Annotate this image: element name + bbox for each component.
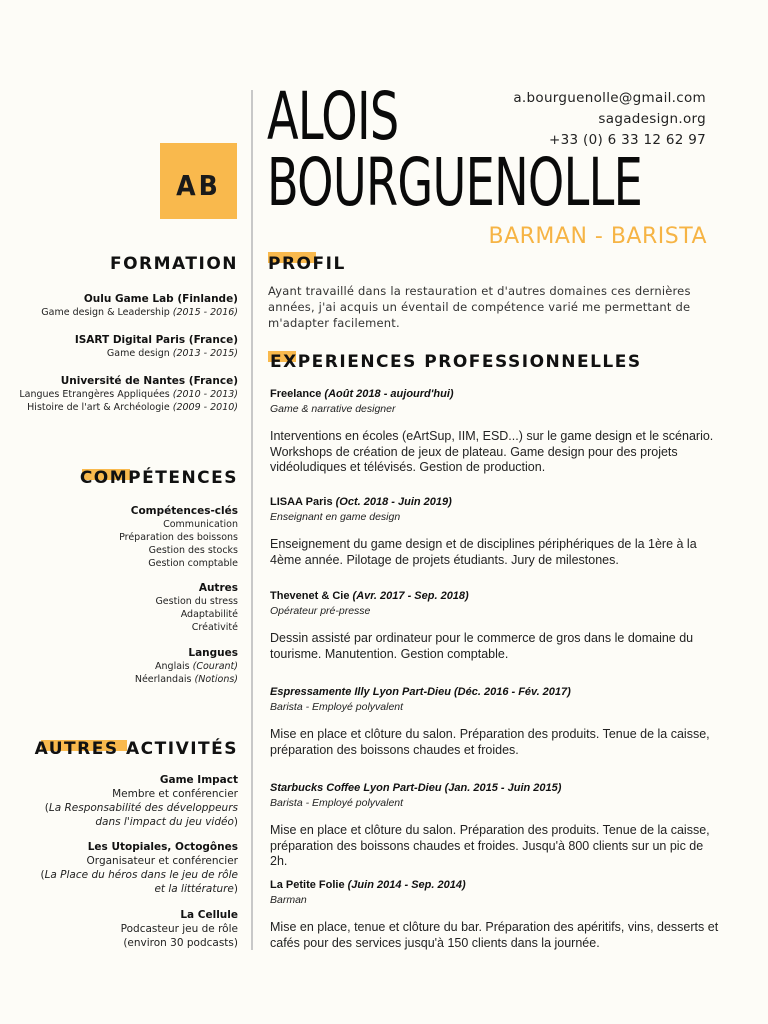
dates: (Oct. 2018 - Juin 2019) — [335, 496, 452, 508]
website-link[interactable]: sagadesign.org — [598, 111, 706, 127]
skills-key — [119, 504, 238, 570]
skill: Gestion des stocks — [148, 545, 238, 556]
phone-number: +33 (0) 6 33 12 62 97 — [549, 132, 706, 148]
skill: Communication — [163, 519, 238, 530]
paren: ( — [44, 802, 49, 814]
role: Enseignant en game design — [270, 511, 401, 523]
dates: (2010 - 2013) — [172, 389, 238, 400]
language-level: (Notions) — [194, 674, 238, 685]
experience-item — [270, 388, 720, 476]
paren: ) — [233, 883, 238, 895]
description: Mise en place et clôture du salon. Préparation des produits. Tenue de la caisse, préparation des boissons chaudes et froides. Jusqu'à 800 clients sur un pic de 2h. — [270, 823, 710, 868]
activity-role: Podcasteur jeu de rôle — [120, 923, 238, 935]
skill: Gestion du stress — [155, 596, 238, 607]
dates: (Jan. 2015 - Juin 2015) — [444, 782, 562, 794]
formation-heading: FORMATION — [109, 254, 238, 274]
activity-role: Organisateur et conférencier — [86, 855, 238, 867]
skills-other-title: Autres — [198, 582, 238, 594]
profil-heading: PROFIL — [268, 254, 346, 274]
activity-name: Game Impact — [159, 774, 238, 786]
degree: Game design — [106, 348, 173, 359]
dates: (Juin 2014 - Sep. 2014) — [347, 879, 466, 891]
degree: Langues Etrangères Appliquées — [19, 389, 173, 400]
language: Anglais — [155, 661, 193, 672]
last-name: BOURGUENOLLE — [267, 144, 643, 221]
skills-key-title: Compétences-clés — [130, 505, 238, 517]
dates: (Déc. 2016 - Fév. 2017) — [454, 686, 571, 698]
first-name: ALOIS — [267, 78, 399, 155]
skills-other — [155, 581, 238, 634]
company: LISAA Paris — [270, 496, 336, 508]
company: La Petite Folie — [270, 879, 348, 891]
activity-note: dans l'impact du jeu vidéo — [95, 816, 234, 828]
description: Interventions en écoles (eArtSup, IIM, ESD...) sur le game design et le scénario. Workshops de création de jeux de plateau. Game design pour des projets vidéoludiques et télévisés. Gestion de production. — [270, 429, 714, 474]
description: Mise en place et clôture du salon. Préparation des produits. Tenue de la caisse, préparation des boissons chaudes et froides. — [270, 727, 710, 757]
skill: Créativité — [191, 622, 238, 633]
experience-item — [270, 879, 720, 951]
activity-note: La Responsabilité des développeurs — [48, 802, 238, 814]
activites-heading: AUTRES ACTIVITÉS — [34, 739, 238, 759]
dates: (Avr. 2017 - Sep. 2018) — [352, 590, 469, 602]
activity-item — [121, 908, 238, 950]
paren: ( — [40, 869, 45, 881]
school-name: Oulu Game Lab (Finlande) — [83, 293, 238, 305]
language: Néerlandais — [134, 674, 195, 685]
experience-item — [270, 590, 720, 662]
activity-item — [40, 840, 238, 896]
description: Enseignement du game design et de disciplines périphériques de la 1ère à la 4ème année. Pilotage de projets étudiants. Jury de milestones. — [270, 537, 697, 567]
description: Dessin assisté par ordinateur pour le commerce de gros dans le domaine du tourisme. Manutention. Gestion comptable. — [270, 631, 694, 661]
role: Game & narrative designer — [270, 403, 396, 415]
profil-text: Ayant travaillé dans la restauration et d'autres domaines ces dernières années, j'ai acquis un éventail de compétence varié me permettant de m'adapter facilement. — [268, 284, 691, 330]
company: Starbucks Coffee Lyon Part-Dieu — [270, 782, 445, 794]
experience-item — [270, 496, 720, 568]
monogram: AB — [176, 169, 221, 202]
language-level: (Courant) — [192, 661, 238, 672]
skill: Gestion comptable — [148, 558, 238, 569]
job-title: BARMAN - BARISTA — [488, 224, 707, 249]
school-name: Université de Nantes (France) — [60, 375, 238, 387]
languages-title: Langues — [188, 647, 238, 659]
vertical-divider — [251, 90, 253, 950]
school-name: ISART Digital Paris (France) — [74, 334, 238, 346]
dates: (Août 2018 - aujourd'hui) — [324, 388, 454, 400]
experience-item — [270, 782, 720, 870]
dates: (2015 - 2016) — [172, 307, 238, 318]
company: Freelance — [270, 388, 325, 400]
company: Espressamente Illy Lyon Part-Dieu — [270, 686, 455, 698]
degree: Game design & Leadership — [41, 307, 173, 318]
activity-extra: (environ 30 podcasts) — [123, 937, 238, 949]
activity-role: Membre et conférencier — [112, 788, 238, 800]
paren: ) — [233, 816, 238, 828]
experience-item — [270, 686, 720, 758]
experiences-heading: EXPERIENCES PROFESSIONNELLES — [270, 352, 642, 372]
activity-note: La Place du héros dans le jeu de rôle — [44, 869, 238, 881]
formation-item — [75, 333, 238, 360]
formation-item — [19, 374, 238, 414]
role: Barista - Employé polyvalent — [270, 701, 404, 713]
competences-heading: COMPÉTENCES — [79, 468, 238, 488]
activity-note: et la littérature — [154, 883, 234, 895]
degree: Histoire de l'art & Archéologie — [27, 402, 173, 413]
company: Thevenet & Cie — [270, 590, 353, 602]
formation-item — [41, 292, 238, 319]
role: Opérateur pré-presse — [270, 605, 371, 617]
email-link[interactable]: a.bourguenolle@gmail.com — [513, 90, 706, 106]
skill: Adaptabilité — [180, 609, 238, 620]
activity-item — [45, 773, 238, 829]
languages — [135, 646, 238, 686]
skill: Préparation des boissons — [119, 532, 238, 543]
activity-name: Les Utopiales, Octogônes — [87, 841, 238, 853]
contact-block — [470, 88, 706, 151]
dates: (2009 - 2010) — [172, 402, 238, 413]
description: Mise en place, tenue et clôture du bar. Préparation des apéritifs, vins, desserts et cafés pour des services jusqu'à 150 clients dans la journée. — [270, 920, 719, 950]
dates: (2013 - 2015) — [172, 348, 238, 359]
role: Barman — [270, 894, 307, 906]
role: Barista - Employé polyvalent — [270, 797, 404, 809]
activity-name: La Cellule — [180, 909, 238, 921]
